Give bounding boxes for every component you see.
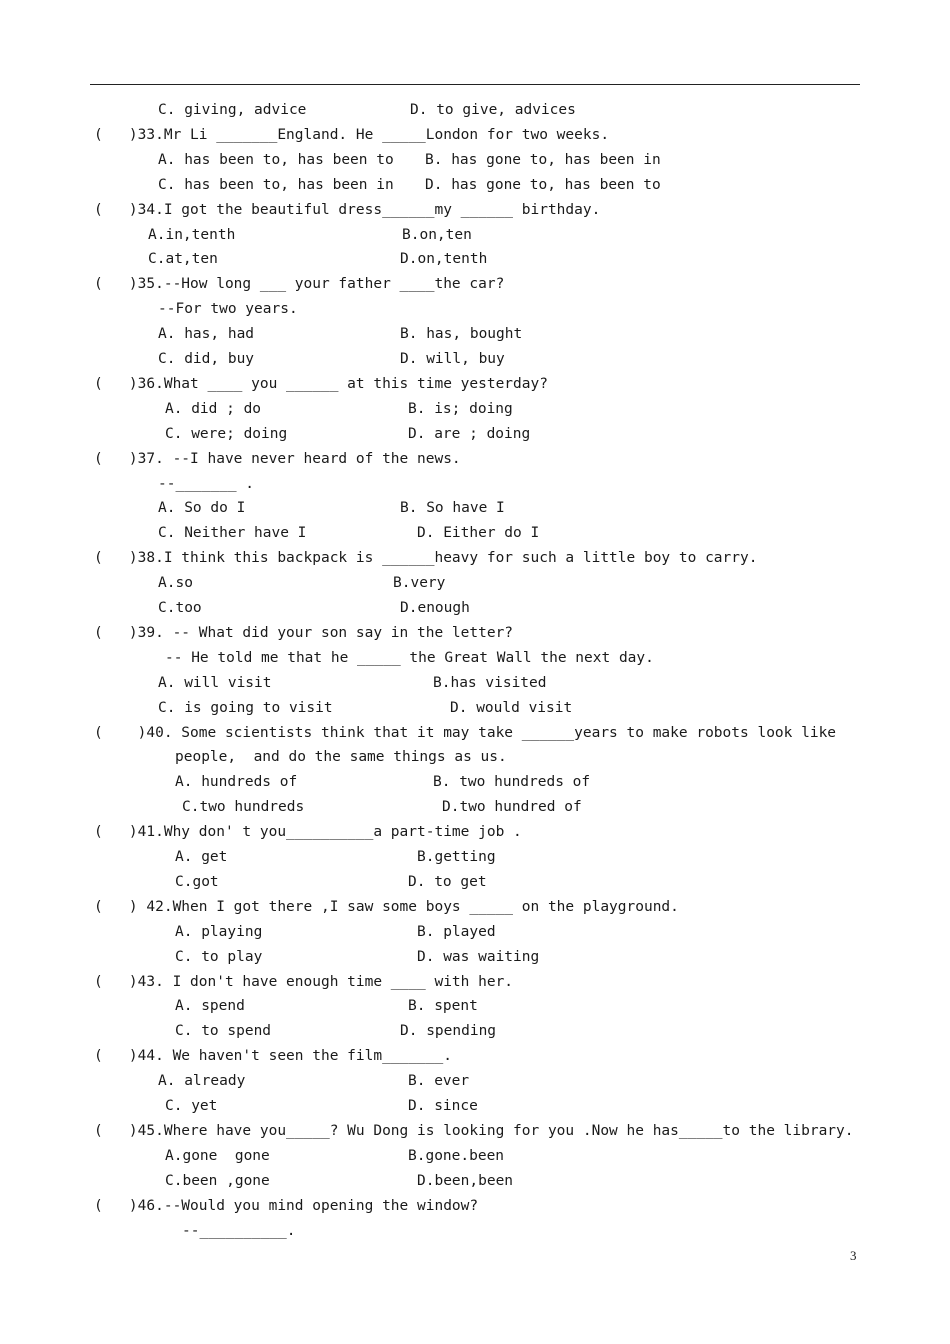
option-line: D. spending [400,1023,497,1040]
option-line: B. has, bought [400,326,523,343]
option-line: A. get [175,849,228,865]
option-line: B. ever [408,1073,470,1090]
option-line: D. will, buy [400,351,505,367]
question-line: ( )43. I don't have enough time ____ with her. [94,973,514,990]
option-line: B.very [393,575,446,592]
option-line: --__________. [182,1222,296,1239]
option-line: D. are ; doing [408,425,531,442]
option-line: D.enough [400,600,470,616]
option-line: B. is; doing [408,400,513,417]
option-line: C. did, buy [158,351,255,367]
option-line: A. hundreds of [175,774,298,791]
question-line: ( )45.Where have you_____? Wu Dong is looking for you .Now he has_____to the library. [94,1122,854,1139]
option-line: D.been,been [417,1172,514,1189]
option-line: D. Either do I [417,525,540,542]
option-line: C.been ,gone [165,1172,270,1189]
option-line: B.getting [417,849,496,865]
question-line: ( )40. Some scientists think that it may take ______years to make robots look like [94,724,837,741]
question-line: ( )37. --I have never heard of the news. [94,450,461,467]
option-line: A.gone gone [165,1147,270,1164]
option-line: B. spent [408,998,478,1015]
option-line: C.got [175,873,219,890]
option-line: B. played [417,923,496,940]
option-line: D.on,tenth [400,251,488,268]
option-line: B.gone.been [408,1147,505,1164]
option-line: C. is going to visit [158,699,333,716]
option-line: B. So have I [400,500,505,517]
question-line: ( )34.I got the beautiful dress______my ______ birthday. [94,201,601,218]
option-line: D. to give, advices [410,102,576,118]
option-line: D. was waiting [417,948,540,965]
option-line: A. already [158,1073,246,1090]
option-line: C. Neither have I [158,525,307,542]
header-rule [90,84,860,85]
option-line: B. two hundreds of [433,774,591,791]
option-line: C. yet [165,1098,218,1114]
option-line: A.so [158,575,193,592]
option-line: D. has gone to, has been to [425,176,661,193]
option-line: A. did ; do [165,400,262,417]
question-line: ( )41.Why don' t you__________a part-time job . [94,824,522,841]
question-line: ( )44. We haven't seen the film_______. [94,1048,452,1065]
question-line: ( )38.I think this backpack is ______heavy for such a little boy to carry. [94,550,758,567]
option-line: B.has visited [433,674,547,691]
question-line: ( )35.--How long ___ your father ____the car? [94,276,505,293]
question-line: ( )46.--Would you mind opening the window? [94,1197,479,1214]
option-line: C. giving, advice [158,102,307,118]
option-line: C. to play [175,948,263,965]
option-line: A. playing [175,923,263,940]
question-line: ( )33.Mr Li _______England. He _____London for two weeks. [94,126,610,143]
question-line: ( )36.What ____ you ______ at this time yesterday? [94,375,548,392]
option-line: D.two hundred of [442,799,582,816]
option-line: people, and do the same things as us. [175,749,507,766]
option-line: --For two years. [158,301,298,318]
option-line: A.in,tenth [148,226,236,243]
option-line: B.on,ten [402,226,472,243]
option-line: C. has been to, has been in [158,176,394,193]
option-line: C. were; doing [165,425,288,442]
option-line: C.too [158,600,202,616]
option-line: A. has been to, has been to [158,151,394,168]
option-line: D. since [408,1098,478,1114]
option-line: B. has gone to, has been in [425,151,661,168]
option-line: C. to spend [175,1023,272,1040]
question-line: ( )39. -- What did your son say in the letter? [94,624,514,641]
option-line: A. will visit [158,674,272,691]
option-line: -- He told me that he _____ the Great Wall the next day. [165,649,654,666]
option-line: --_______ . [158,475,255,492]
question-line: ( ) 42.When I got there ,I saw some boys _____ on the playground. [94,898,679,915]
option-line: C.two hundreds [182,799,305,816]
page-number: 3 [850,1248,857,1263]
option-line: D. would visit [450,699,573,716]
option-line: D. to get [408,873,487,890]
option-line: A. has, had [158,326,255,343]
option-line: C.at,ten [148,251,218,268]
option-line: A. So do I [158,500,246,517]
option-line: A. spend [175,998,245,1015]
